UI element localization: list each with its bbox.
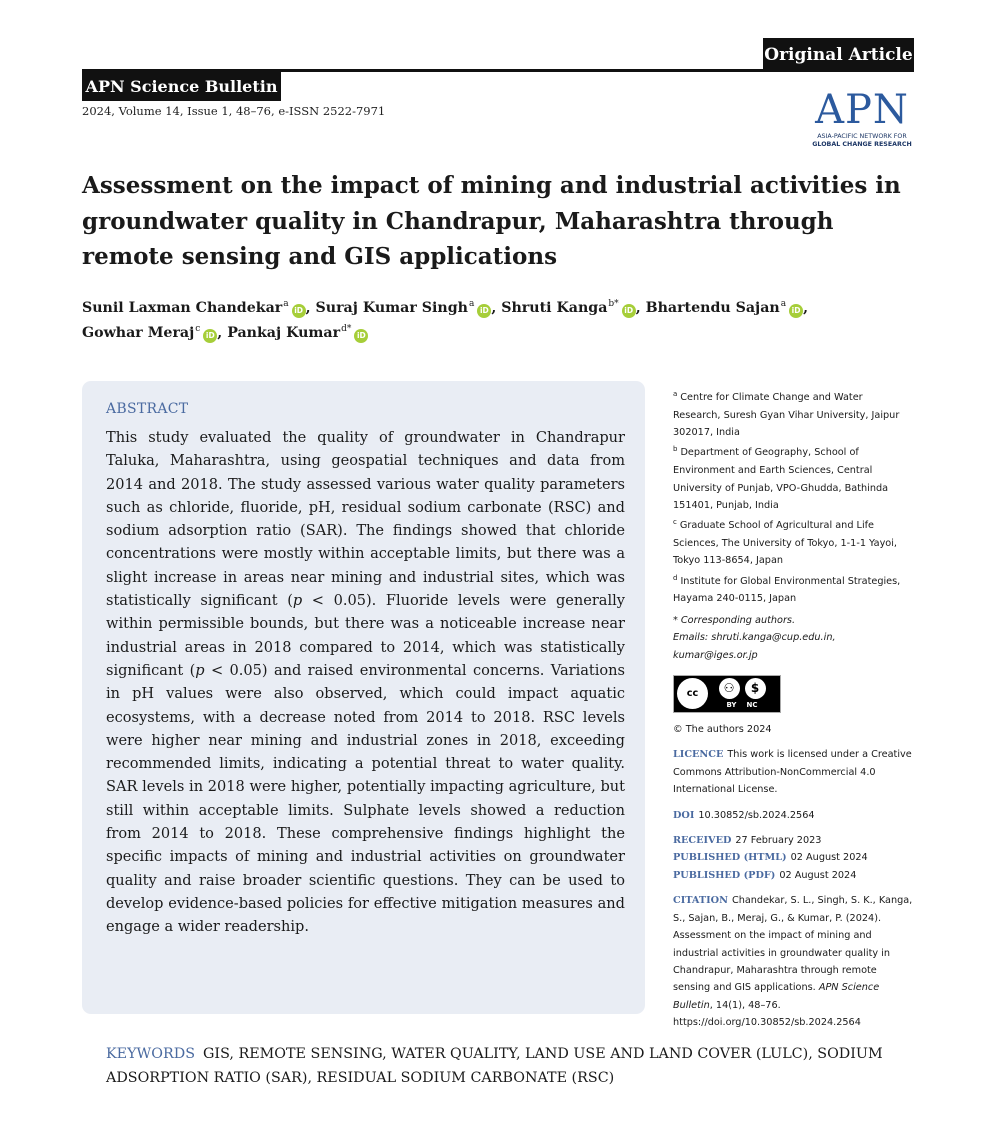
received-line — [673, 832, 913, 849]
affiliation-mark: a — [673, 390, 678, 398]
affiliation-item — [673, 441, 913, 514]
keywords-label: KEYWORDS — [106, 1046, 195, 1062]
author — [227, 325, 368, 341]
orcid-icon[interactable]: iD — [477, 304, 491, 318]
author-name: Bhartendu Sajan — [645, 300, 780, 316]
author — [501, 300, 635, 316]
author — [316, 300, 492, 316]
received-label: RECEIVED — [673, 835, 732, 847]
corresponding-emails[interactable]: Emails: shruti.kanga@cup.edu.in, kumar@iges.or.jp — [673, 632, 836, 661]
keywords-block — [106, 1042, 914, 1090]
abstract-heading: ABSTRACT — [106, 401, 189, 417]
orcid-icon[interactable]: iD — [292, 304, 306, 318]
licence-text: This work is licensed under a Creative Commons Attribution-NonCommercial 4.0 International License. — [673, 749, 912, 796]
logo-subtitle-line2: GLOBAL CHANGE RESEARCH — [812, 141, 912, 148]
author-list: Sunil Laxman Chandekar$^a$iD , Suraj Kumar Singh$^a$iD , Shruti Kanga$^{b*}$iD , Bhartendu Sajan$^a$iD , Gowhar Meraj$^c$iD , Pankaj Kumar$^{d*}$iD — [82, 299, 809, 341]
affiliation-item — [673, 514, 913, 569]
author-affiliation-mark: b* — [608, 299, 619, 310]
author-name: Shruti Kanga — [501, 300, 608, 316]
citation-tail[interactable]: , 14(1), 48–76. https://doi.org/10.30852/sb.2024.2564 — [673, 999, 861, 1029]
affiliation-mark: b — [673, 445, 678, 454]
published-pdf-label: PUBLISHED (PDF) — [673, 869, 776, 881]
citation-journal: APN Science Bulletin — [673, 982, 880, 1011]
doi-value[interactable]: 10.30852/sb.2024.2564 — [698, 809, 815, 821]
author — [646, 300, 804, 316]
published-html-label: PUBLISHED (HTML) — [673, 852, 787, 864]
affiliation-mark: d — [673, 573, 678, 582]
author-name: Gowhar Meraj — [82, 324, 195, 341]
noncommercial-icon: $ — [745, 678, 766, 699]
licence-label: LICENCE — [673, 749, 724, 761]
copyright-line: © The authors 2024 — [673, 724, 772, 736]
author-name: Suraj Kumar Singh — [315, 300, 468, 316]
abstract-text — [106, 426, 625, 939]
cc-icon-row — [719, 678, 766, 699]
citation-label: CITATION — [673, 895, 728, 907]
orcid-icon[interactable]: iD — [622, 304, 636, 318]
issue-line: 2024, Volume 14, Issue 1, 48–76, e-ISSN 2522-7971 — [82, 104, 386, 118]
abstract-text-part: < 0.05). Fluoride levels were generally within permissible bounds, but there was a noticeable increase near industrial areas in 2018 compared to 2014, which was statistically significant ( — [106, 592, 625, 679]
orcid-icon[interactable]: iD — [354, 329, 368, 343]
affiliation-item — [673, 570, 913, 608]
keywords-text: GIS, REMOTE SENSING, WATER QUALITY, LAND USE AND LAND COVER (LULC), SODIUM ADSORPTION RATIO (SAR), RESIDUAL SODIUM CARBONATE (RSC) — [106, 1046, 883, 1086]
author-affiliation-mark: a — [780, 299, 787, 310]
doi-block — [673, 807, 913, 824]
published-pdf-date: 02 August 2024 — [779, 869, 857, 881]
p-value-symbol: p — [292, 592, 303, 610]
cc-icon: cc — [677, 678, 708, 709]
cc-badge-right — [710, 678, 774, 710]
published-html-line — [673, 849, 913, 866]
published-html-date: 02 August 2024 — [790, 852, 868, 864]
author-affiliation-mark: a — [468, 299, 475, 310]
orcid-icon[interactable]: iD — [203, 329, 217, 343]
received-date: 27 February 2023 — [735, 835, 822, 847]
citation-block — [673, 892, 913, 1031]
author-affiliation-mark: c — [195, 323, 201, 334]
article-type-badge: Original Article — [763, 38, 914, 71]
affiliation-item — [673, 386, 913, 441]
abstract-text-part: This study evaluated the quality of groundwater in Chandrapur Taluka, Maharashtra, using geospatial techniques and data from 2014 and 2018. The study assessed various water quality parameters such as chloride, fluoride, pH, residual sodium carbonate (RSC) and sodium adsorption ratio (SAR). The findings showed that chloride concentrations were mostly within acceptable limits, but there was a slight increase in areas near mining and industrial sites, which was statistically significant ( — [106, 429, 625, 610]
doi-label: DOI — [673, 809, 695, 821]
journal-name-badge: APN Science Bulletin — [82, 72, 281, 101]
cc-nc-label: NC — [746, 701, 758, 710]
abstract-box — [82, 381, 645, 1014]
author — [82, 300, 306, 316]
abstract-text-part: < 0.05) and raised environmental concerns. Variations in pH values were also observed, which could impact aquatic ecosystems, with a decrease noted from 2014 to 2018. RSC levels were higher near mining and industrial zones in 2018, exceeding recommended limits, indicating a potential threat to water quality. SAR levels in 2018 were higher, potentially impacting agriculture, but still within acceptable limits. Sulphate levels showed a reduction from 2014 to 2018. These comprehensive findings highlight the specific impacts of mining and industrial activities on groundwater quality and raise broader scientific questions. They can be used to develop evidence-based policies for effective mitigation measures and engage a wider readership. — [106, 661, 625, 936]
published-pdf-line — [673, 867, 913, 884]
cc-license-badge[interactable] — [673, 675, 781, 713]
paper-title: Assessment on the impact of mining and industrial activities in groundwater quality in Chandrapur, Maharashtra through remote sensing and GIS applications — [82, 172, 901, 270]
logo-subtitle-line1: ASIA-PACIFIC NETWORK FOR — [817, 133, 907, 140]
author-affiliation-mark: a — [283, 299, 289, 310]
author — [82, 325, 217, 341]
attribution-person-icon: ⚇ — [719, 678, 740, 699]
author-affiliation-mark: d* — [341, 323, 352, 334]
orcid-icon[interactable]: iD — [789, 304, 803, 318]
citation-text: Chandekar, S. L., Singh, S. K., Kanga, S., Sajan, B., Meraj, G., & Kumar, P. (2024). Assessment on the impact of mining and industrial activities in groundwater quality in Chandrapur, Maharashtra through remote sensing and GIS applications. — [673, 895, 913, 994]
cc-by-label: BY — [726, 701, 737, 710]
author-name: Pankaj Kumar — [227, 324, 341, 341]
affiliation-text: Graduate School of Agricultural and Life Sciences, The University of Tokyo, 1-1-1 Yayoi, Tokyo 113-8654, Japan — [673, 520, 898, 567]
affiliation-text: Department of Geography, School of Environment and Earth Sciences, Central University of Punjab, VPO-Ghudda, Bathinda 151401, Punjab, India — [673, 447, 889, 511]
affiliation-mark: c — [673, 518, 677, 527]
author-name: Sunil Laxman Chandekar — [82, 300, 283, 316]
apn-logo — [808, 87, 916, 152]
corresponding-authors-label: * Corresponding authors. — [673, 614, 796, 626]
affiliation-text: Institute for Global Environmental Strategies, Hayama 240-0115, Japan — [673, 576, 901, 605]
p-value-symbol: p — [195, 661, 205, 679]
cc-badge-labels — [726, 700, 757, 710]
logo-wordmark: APN — [815, 87, 909, 133]
affiliation-text: Centre for Climate Change and Water Research, Suresh Gyan Vihar University, Jaipur 302017, India — [673, 392, 900, 439]
licence-block — [673, 746, 913, 798]
article-sidebar — [673, 386, 913, 1032]
dates-block — [673, 832, 913, 884]
